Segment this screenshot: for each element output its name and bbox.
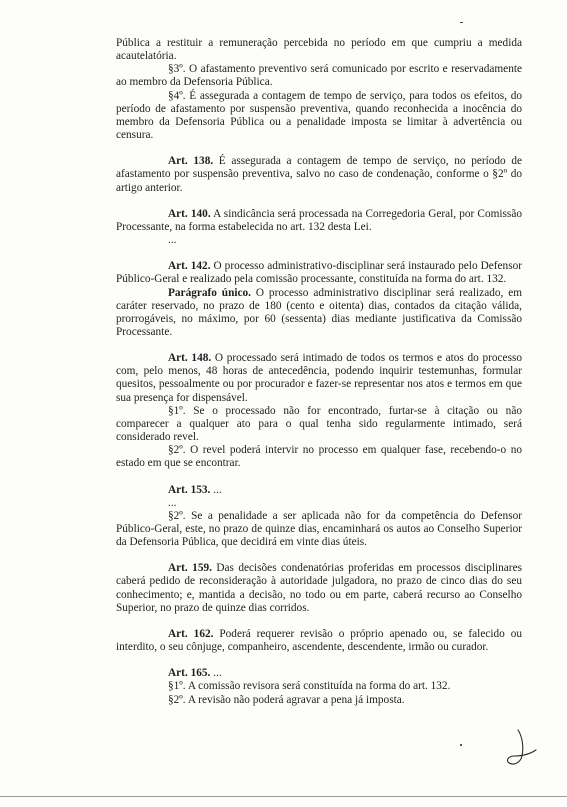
article-159-label: Art. 159. <box>168 562 212 575</box>
article-148 <box>116 352 522 405</box>
paragraph-4: §4º. É assegurada a contagem de tempo de serviço, para todos os efeitos, do período de afastamento por suspensão preventiva, quando reconhecida a inocência do membro da Defensoria Pública ou a penalidade imposta se limitar à advertência ou censura. <box>116 89 522 142</box>
page-bottom-rule <box>0 796 567 797</box>
scan-mark <box>460 22 463 23</box>
article-153-text: ... <box>210 483 222 496</box>
article-153 <box>116 484 522 497</box>
article-162 <box>116 628 522 654</box>
ellipsis: ... <box>168 496 177 509</box>
sole-paragraph-text: O processo administrativo disciplinar será realizado, em caráter reservado, no prazo de 180 (cento e oitenta) dias, contados da citação válida, prorrogáveis, no máximo, por 60 (sessenta) dias mediante justificativa da Comissão Processante. <box>116 286 523 338</box>
sole-paragraph-label: Parágrafo único. <box>168 286 252 299</box>
article-165-text: ... <box>210 667 222 680</box>
initials-signature <box>500 722 540 772</box>
article-159 <box>116 562 522 615</box>
article-138 <box>116 155 522 194</box>
article-148-label: Art. 148. <box>168 352 212 365</box>
article-165-paragraph-1: §1º. A comissão revisora será constituída na forma do art. 132. <box>168 680 451 693</box>
article-142-text: O processo administrativo-disciplinar será instaurado pelo Defensor Público-Geral e realizado pela comissão processante, constituída na forma do art. 132. <box>116 260 522 286</box>
article-165-paragraph-2: §2º. A revisão não poderá agravar a pena já imposta. <box>168 693 405 706</box>
article-142-label: Art. 142. <box>168 260 211 273</box>
article-142 <box>116 260 522 286</box>
article-159-text: Das decisões condenatórias proferidas em processos disciplinares caberá pedido de reconsideração à autoridade julgadora, no prazo de cinco dias do seu conhecimento; e, mantida a decisão, no todo ou em parte, caberá recurso ao Conselho Superior, no prazo de quinze dias corridos. <box>116 562 522 614</box>
article-153-label: Art. 153. <box>168 483 211 496</box>
article-138-label: Art. 138. <box>168 155 214 168</box>
article-165 <box>116 667 522 680</box>
article-165-label: Art. 165. <box>168 667 211 680</box>
article-153-paragraph-2: §2º. Se a penalidade a ser aplicada não for da competência do Defensor Público-Geral, este, no prazo de quinze dias, encaminhará os autos ao Conselho Superior da Defensoria Pública, que decidirá em vinte dias úteis. <box>116 509 522 549</box>
article-140-text: A sindicância será processada na Corregedoria Geral, por Comissão Processante, na forma estabelecida no art. 132 desta Lei. <box>116 207 522 233</box>
ellipsis: ... <box>168 234 177 247</box>
article-148-paragraph-1: §1º. Se o processado não for encontrado, furtar-se à citação ou não comparecer a qualquer ato para o qual tenha sido regularmente intimado, será considerado revel. <box>116 404 522 444</box>
article-138-text: É assegurada a contagem de tempo de serviço, no período de afastamento por suspensão preventiva, salvo no caso de condenação, conforme o §2º do artigo anterior. <box>116 155 522 194</box>
article-148-text: O processado será intimado de todos os termos e atos do processo com, pelo menos, 48 horas de antecedência, podendo inquirir testemunhas, formular quesitos, pessoalmente ou por procurador e fazer-se representar nos atos e termos em que sua presença for dispensável. <box>116 352 523 404</box>
document-body <box>116 37 522 707</box>
paragraph-3: §3º. O afastamento preventivo será comunicado por escrito e reservadamente ao membro da Defensoria Pública. <box>116 63 522 89</box>
article-142-sole-paragraph <box>116 287 522 340</box>
article-140 <box>116 208 522 234</box>
article-162-label: Art. 162. <box>168 627 214 640</box>
article-162-text: Poderá requerer revisão o próprio apenado ou, se falecido ou interdito, o seu cônjuge, companheiro, ascendente, descendente, irmão ou curador. <box>116 627 522 654</box>
paragraph-continuation: Pública a restituir a remuneração percebida no período em que cumpriu a medida acautelatória. <box>116 37 522 63</box>
scan-mark <box>460 744 462 746</box>
article-148-paragraph-2: §2º. O revel poderá intervir no processo em qualquer fase, recebendo-o no estado em que se encontrar. <box>116 444 522 470</box>
article-140-label: Art. 140. <box>168 207 211 220</box>
